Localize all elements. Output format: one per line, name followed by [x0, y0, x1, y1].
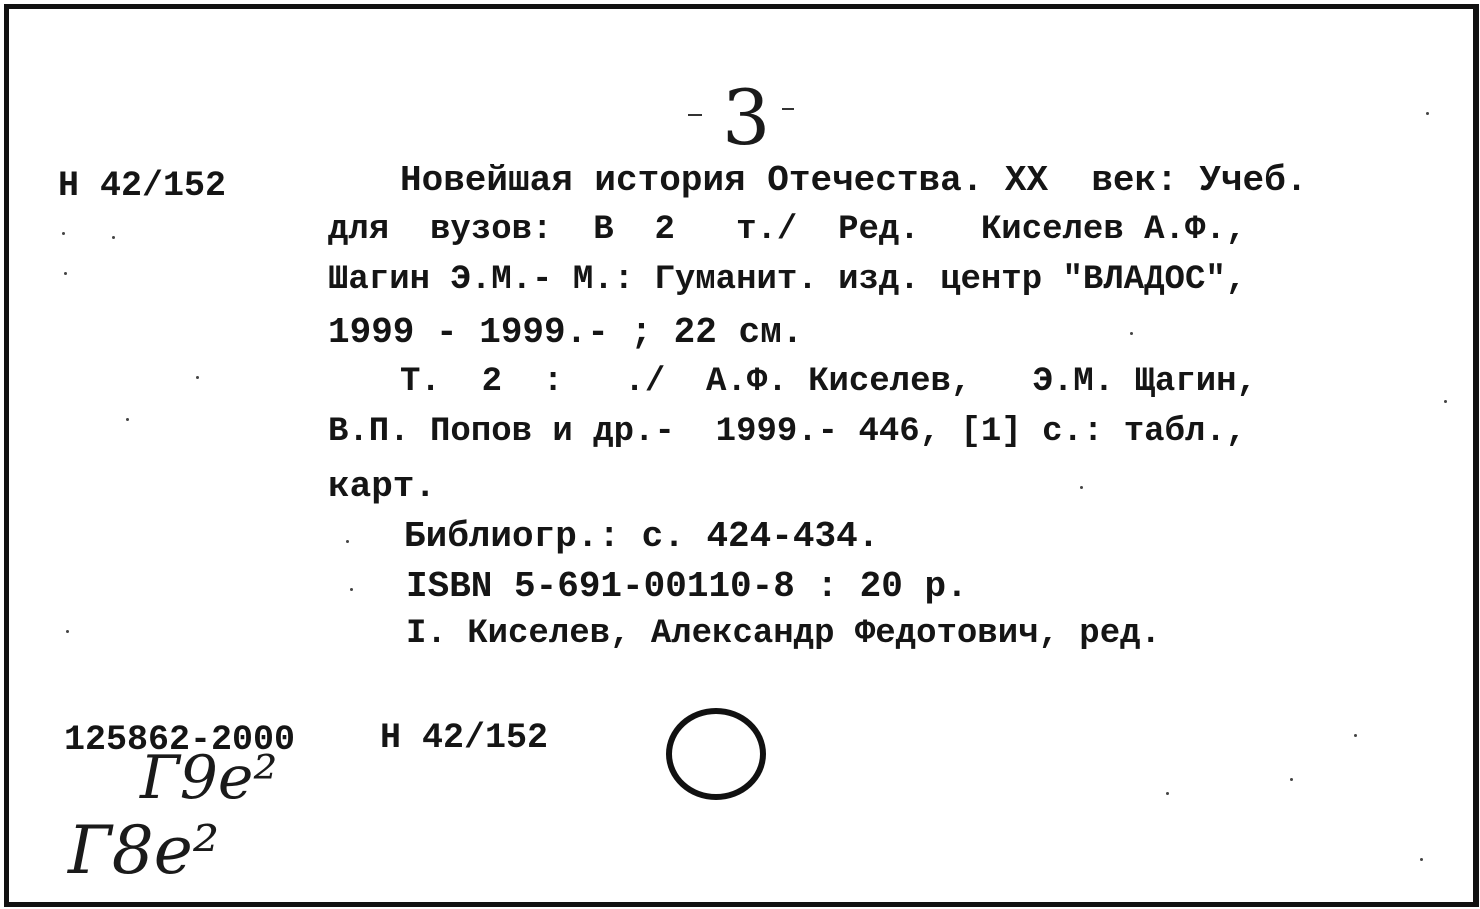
description-line-2: для вузов: В 2 т./ Ред. Киселев А.Ф., — [328, 211, 1247, 249]
scan-speck — [196, 376, 199, 379]
volume-line-3: карт. — [328, 466, 437, 507]
bibliography-note: Библиогр.: с. 424-434. — [404, 516, 880, 557]
scan-speck — [346, 540, 349, 543]
volume-line-2: В.П. Попов и др.- 1999.- 446, [1] с.: табл., — [328, 413, 1247, 451]
handwritten-code-2: Г8е² — [68, 812, 220, 889]
volume-line: Т. 2 : ./ А.Ф. Киселев, Э.М. Щагин, — [400, 363, 1257, 401]
page-number-dash-right — [782, 108, 794, 110]
scan-speck — [62, 232, 65, 235]
scan-speck — [1444, 400, 1447, 403]
scan-speck — [66, 630, 69, 633]
scan-speck — [1166, 792, 1169, 795]
scan-speck — [1080, 486, 1083, 489]
scan-speck — [1426, 112, 1429, 115]
inventory-number: 125862-2000 — [64, 720, 296, 760]
shelf-mark-bottom: Н 42/152 — [380, 718, 549, 758]
description-line-3: Шагин Э.М.- М.: Гуманит. изд. центр "ВЛАДОС", — [328, 261, 1247, 299]
scan-speck — [1130, 332, 1133, 335]
scan-speck — [126, 418, 129, 421]
scan-speck — [350, 588, 353, 591]
scan-speck — [1420, 858, 1423, 861]
shelf-mark: Н 42/152 — [58, 166, 227, 206]
stamp-circle — [666, 708, 766, 800]
editor-tracing: I. Киселев, Александр Федотович, ред. — [406, 615, 1161, 653]
page-number: 3 — [722, 73, 771, 162]
page-number-dash-left — [688, 114, 702, 116]
scan-speck — [1290, 778, 1293, 781]
handwritten-code-1: Г9е² — [140, 743, 278, 813]
scan-speck — [64, 272, 67, 275]
scan-speck — [112, 236, 115, 239]
isbn-line: ISBN 5-691-00110-8 : 20 р. — [406, 566, 968, 607]
scan-speck — [1354, 734, 1357, 737]
description-line-4: 1999 - 1999.- ; 22 см. — [328, 312, 804, 353]
title-line: Новейшая история Отечества. XX век: Учеб. — [400, 160, 1308, 201]
